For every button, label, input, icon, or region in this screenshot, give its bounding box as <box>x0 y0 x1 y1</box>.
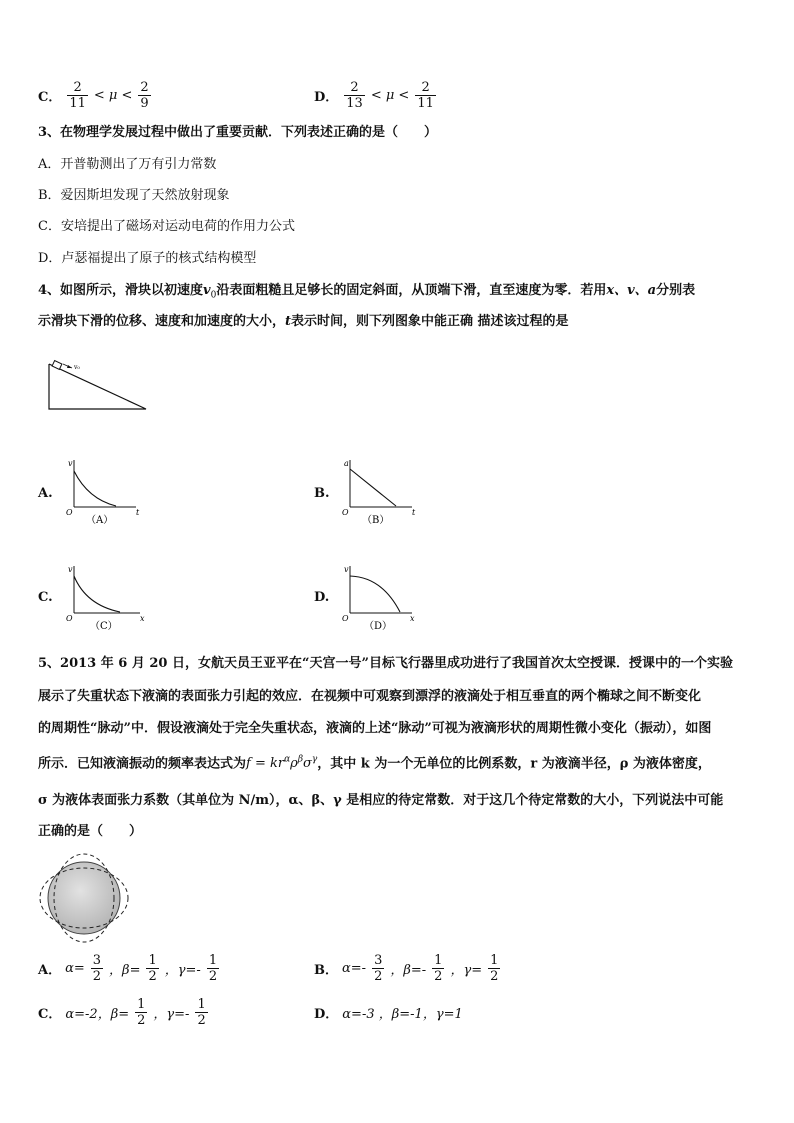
curve <box>74 576 120 612</box>
incline-outline <box>49 364 146 409</box>
option-label: B． <box>314 963 338 978</box>
option-label: A． <box>38 963 62 978</box>
origin-label: O <box>66 508 73 517</box>
q3-option-d: D．卢瑟福提出了原子的核式结构模型 <box>38 251 257 266</box>
q5-line6: 正确的是（ ） <box>38 824 143 839</box>
q5-option-a: A． α= $\frac{3}{2}$ ，β= $\frac{1}{2}$ ，γ=- $\frac{1}{2}$ <box>38 953 218 984</box>
x-label: t <box>136 508 140 517</box>
fraction: $\frac{1}{2}$ <box>208 953 218 984</box>
option-label: C． <box>38 1007 62 1022</box>
curve <box>350 576 400 612</box>
x-label: x <box>140 614 145 623</box>
q3-option-a: A．开普勒测出了万有引力常数 <box>38 157 217 172</box>
fraction: $\frac{3}{2}$ <box>374 953 383 984</box>
graph-b <box>340 455 450 527</box>
q4-stem-line1: 4、如图所示，滑块以初速度$v_0$沿表面粗糙且足够长的固定斜面，从顶端下滑，直至速度为零．若用x、v、a分别表 <box>38 283 696 301</box>
x-label: t <box>412 508 416 517</box>
line <box>350 469 396 506</box>
fraction: $\frac{2}{9}$ <box>140 80 149 111</box>
y-label: v <box>344 565 349 574</box>
y-label: a <box>344 459 349 468</box>
arrowhead <box>67 365 72 368</box>
q3-option-b: B．爱因斯坦发现了天然放射现象 <box>38 188 230 203</box>
q2-option-d <box>314 80 438 111</box>
slider-block <box>52 361 62 370</box>
q2-option-c <box>38 80 153 111</box>
y-label: v <box>68 459 73 468</box>
fraction: $\frac{3}{2}$ <box>92 953 102 984</box>
q5-line1: 5、2013 年 6 月 20 日，女航天员王亚平在“天宫一号”目标飞行器里成功进行了我国首次太空授课．授课中的一个实验 <box>38 656 733 671</box>
inequality: < μ < <box>370 88 410 103</box>
graph-d <box>340 561 450 633</box>
q5-line3: 的周期性“脉动”中．假设液滴处于完全失重状态，液滴的上述“脉动”可视为液滴形状的周期性微小变化（振动），如图 <box>38 721 712 736</box>
q5-option-d: D． α=-3 ，β=-1，γ=1 <box>314 1003 463 1022</box>
origin-label: O <box>342 508 349 517</box>
curve <box>74 471 116 506</box>
option-label: C． <box>38 90 62 105</box>
q5-line2: 展示了失重状态下液滴的表面张力引起的效应．在视频中可观察到漂浮的液滴处于相互垂直的两个椭球之间不断变化 <box>38 689 702 704</box>
fraction: $\frac{1}{2}$ <box>137 997 146 1028</box>
q5-line5: σ 为液体表面张力系数（其单位为 N/m），α、β、γ 是相应的待定常数．对于这几个待定常数的大小，下列说法中可能 <box>38 793 724 808</box>
graph-b-option: B. <box>314 486 330 501</box>
graph-a-option: A. <box>38 486 53 501</box>
v0-label: v₀ <box>74 364 80 371</box>
q3-stem: 3、在物理学发展过程中做出了重要贡献．下列表述正确的是（ ） <box>38 125 438 140</box>
frequency-formula: $f = kr^\alpha\rho^\beta\sigma^\gamma$ <box>246 755 318 772</box>
caption: （A） <box>86 515 114 526</box>
origin-label: O <box>342 614 349 623</box>
option-label: D． <box>314 1007 339 1022</box>
fraction: $\frac{1}{2}$ <box>490 953 499 984</box>
fraction: $\frac{2}{13}$ <box>346 80 363 111</box>
graph-c-option: C. <box>38 590 53 605</box>
droplet-diagram <box>34 850 134 946</box>
q5-option-b: B． α=- $\frac{3}{2}$ ，β=- $\frac{1}{2}$ ，γ= $\frac{1}{2}$ <box>314 953 499 984</box>
fraction: $\frac{1}{2}$ <box>434 953 443 984</box>
q3-option-c: C．安培提出了磁场对运动电荷的作用力公式 <box>38 219 295 234</box>
y-label: v <box>68 565 73 574</box>
q4-stem-line2: 示滑块下滑的位移、速度和加速度的大小，t表示时间，则下列图象中能正确 描述该过程的是 <box>38 314 569 329</box>
fraction: $\frac{1}{2}$ <box>148 953 157 984</box>
x-label: x <box>410 614 415 623</box>
fraction: $\frac{2}{11}$ <box>69 80 86 111</box>
caption: （B） <box>362 515 390 526</box>
fraction: $\frac{2}{11}$ <box>417 80 434 111</box>
droplet <box>48 862 120 934</box>
graph-c <box>64 561 174 633</box>
fraction: $\frac{1}{2}$ <box>197 997 206 1028</box>
option-label: D． <box>314 90 339 105</box>
caption: （C） <box>90 621 118 632</box>
q5-option-c: C． α=-2，β= $\frac{1}{2}$ ，γ=- $\frac{1}{2}$ <box>38 997 206 1028</box>
incline-diagram <box>44 358 154 414</box>
caption: （D） <box>364 621 393 632</box>
graph-a <box>64 455 174 527</box>
inequality: < μ < <box>93 88 133 103</box>
graph-d-option: D. <box>314 590 330 605</box>
origin-label: O <box>66 614 73 623</box>
q5-line4: 所示．已知液滴振动的频率表达式为$f = kr^\alpha\rho^\beta\sigma^\gamma$，其中 k 为一个无单位的比例系数，r 为液滴半径，ρ 为液体密度， <box>38 755 711 772</box>
